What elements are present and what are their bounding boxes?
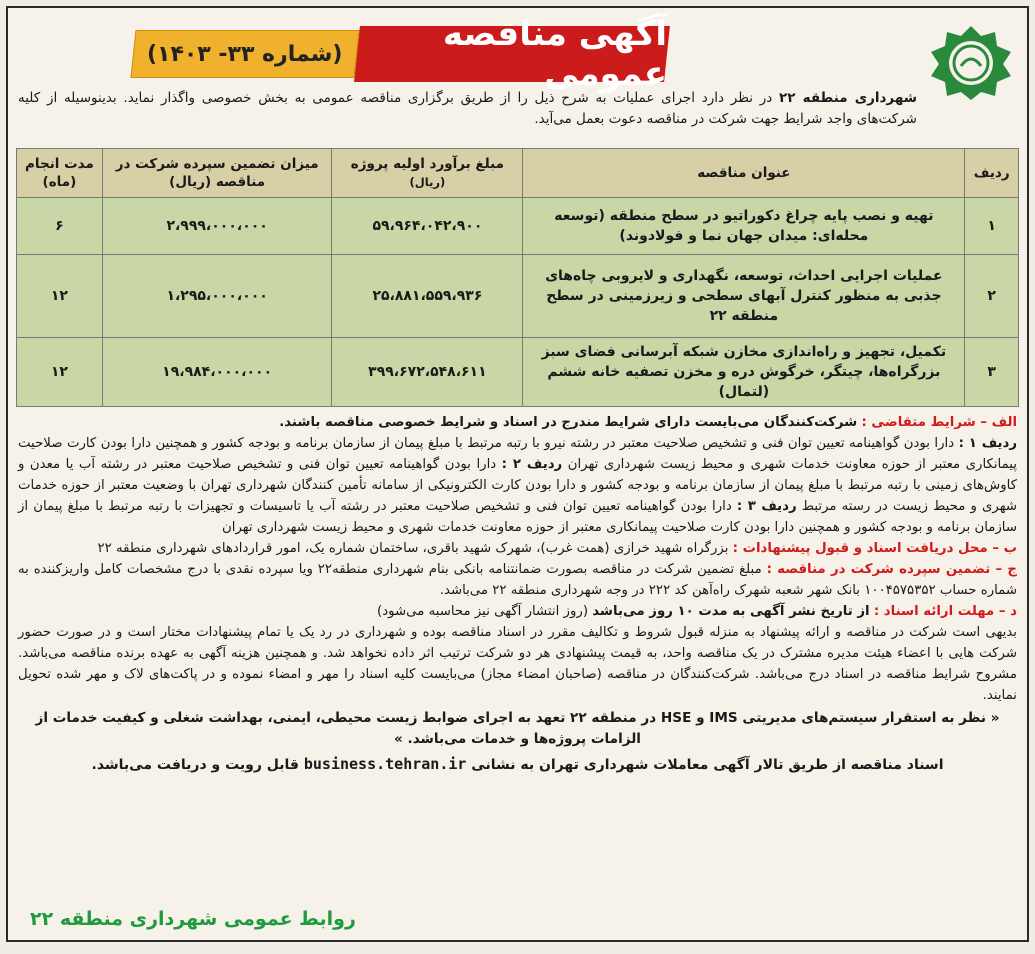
final-pre: اسناد مناقصه از طریق تالار آگهی معاملات شهرداری تهران به نشانی <box>471 757 944 773</box>
row-estimate: ۵۹،۹۶۴،۰۴۲،۹۰۰ <box>332 198 523 255</box>
section-be-heading: ب – محل دریافت اسناد و قبول پیشنهادات : <box>732 541 1017 556</box>
documents-availability <box>18 754 1017 776</box>
section-jim <box>18 559 1017 601</box>
section-dal <box>18 601 1017 622</box>
public-relations-signature: روابط عمومی شهرداری منطقه ۲۲ <box>30 908 356 930</box>
header-deposit: میزان تضمین سپرده شرکت در مناقصه (ریال) <box>102 149 332 198</box>
conditions-body <box>18 412 1017 776</box>
header-estimate-unit: (ریال) <box>409 175 446 189</box>
header-row-number: ردیف <box>965 149 1019 198</box>
header-duration: مدت انجام (ماه) <box>17 149 103 198</box>
row3-text: دارا بودن گواهینامه تعیین توان فنی و تشخیص صلاحیت معتبر در رشته آب یا تاسیسات و تجهیزات با رتبه مرتبط با مبلغ پیمان از سازمان برنامه و بودجه کشور و همچنین دارا بودن کارت صلاحیت پیمانکاری معتبر از حوزه معاونت خدمات شهری و محیط زیست شهرداری تهران <box>18 499 1017 535</box>
header-title: عنوان مناقصه <box>523 149 965 198</box>
ad-title: آگهی مناقصه عمومی <box>354 26 670 82</box>
section-jim-heading: ج – تضمین سپرده شرکت در مناقصه : <box>766 562 1018 577</box>
section-alef <box>18 412 1017 433</box>
section-be <box>18 538 1017 559</box>
table-row <box>17 255 1019 338</box>
section-be-text: بزرگراه شهید خرازی (همت غرب)، شهرک شهید باقری، ساختمان شماره یک، امور قراردادهای شهرداری منطقه ۲۲ <box>97 541 729 556</box>
section-dal-heading: د – مهلت ارائه اسناد : <box>873 604 1017 619</box>
row-number: ۱ <box>965 198 1019 255</box>
row-duration: ۱۲ <box>17 255 103 338</box>
general-terms: بدیهی است شرکت در مناقصه و ارائه پیشنهاد به منزله قبول شروط و تکالیف مقرر در اسناد مناقصه بوده و شهرداری در رد یک یا تمام پیشنهادات مختار است و در صورت حضور شرکت هایی با اعضاء هیئت مدیره مشترک در یک مناقصه واحد، به قیمت پیشنهادی هر دو شرکت ترتیب اثر داده نخواهد شد. و همچنین هزینه آگهی به عهده برنده مناقصه می‌باشد. مشروح شرایط مناقصه در اسناد درج می‌باشد. شرکت‌کنندگان در مناقصه (صاحبان امضاء مجاز) می‌بایست کلیه اسناد را مهر و امضاء نموده و در پاکت‌های لاک و مهر شده تحویل نمایند. <box>18 625 1017 703</box>
intro-rest: در نظر دارد اجرای عملیات به شرح ذیل را از طریق برگزاری مناقصه عمومی به بخش خصوصی واگذار نماید. بدینوسیله از کلیه شرکت‌های واجد شرایط جهت شرکت در مناقصه دعوت بعمل می‌آید. <box>18 90 917 127</box>
table-header-row <box>17 149 1019 198</box>
row3-heading: ردیف ۳ : <box>736 499 797 514</box>
section-rows <box>18 433 1017 538</box>
row-title: تکمیل، تجهیز و راه‌اندازی مخازن شبکه آبرسانی فضای سبز بزرگراه‌ها، چیتگر، خرگوش دره و مخزن تصفیه خانه ششم (لتمال) <box>523 338 965 407</box>
section-dal-text: از تاریخ نشر آگهی به مدت ۱۰ روز می‌باشد <box>592 604 870 619</box>
municipality-logo-icon <box>925 22 1017 102</box>
section-alef-text: شرکت‌کنندگان می‌بایست دارای شرایط مندرج در اسناد و شرایط خصوصی مناقصه باشند. <box>279 415 858 430</box>
row-title: تهیه و نصب پایه چراغ دکوراتیو در سطح منطقه (توسعه محله‌ای: میدان جهان نما و فولادوند) <box>523 198 965 255</box>
row2-heading: ردیف ۲ : <box>501 457 563 472</box>
business-site-link[interactable]: business.tehran.ir <box>303 755 467 773</box>
advertisement-page <box>6 6 1029 942</box>
section-dal-note: (روز انتشار آگهی نیز محاسبه می‌شود) <box>377 604 589 619</box>
row-deposit: ۱۹،۹۸۴،۰۰۰،۰۰۰ <box>102 338 332 407</box>
final-post: قابل رویت و دریافت می‌باشد. <box>91 757 299 773</box>
table-row <box>17 338 1019 407</box>
row-number: ۲ <box>965 255 1019 338</box>
table-row <box>17 198 1019 255</box>
row-estimate: ۳۹۹،۶۷۲،۵۴۸،۶۱۱ <box>332 338 523 407</box>
row1-text: دارا بودن گواهینامه تعیین توان فنی و تشخیص صلاحیت معتبر در رشته نیرو با رتبه مرتبط با مبلغ پیمان از سازمان برنامه و بودجه کشور و همچنین دارا بودن کارت صلاحیت پیمانکاری معتبر از حوزه معاونت خدمات شهری و محیط زیست شهرداری تهران <box>18 436 1018 472</box>
row-deposit: ۲،۹۹۹،۰۰۰،۰۰۰ <box>102 198 332 255</box>
row-duration: ۱۲ <box>17 338 103 407</box>
intro-text <box>18 88 917 130</box>
header <box>8 8 1027 127</box>
row-estimate: ۲۵،۸۸۱،۵۵۹،۹۳۶ <box>332 255 523 338</box>
tender-table <box>16 148 1019 407</box>
row-title: عملیات اجرایی احداث، توسعه، نگهداری و لایروبی چاه‌های جذبی به منظور کنترل آبهای سطحی و زیرزمینی در سطح منطقه ۲۲ <box>523 255 965 338</box>
issuer-name: شهرداری منطقه ۲۲ <box>779 90 918 106</box>
ad-number: (شماره ۳۳- ۱۴۰۳) <box>130 30 359 78</box>
row1-heading: ردیف ۱ : <box>958 436 1017 451</box>
header-estimate <box>332 149 523 198</box>
row-deposit: ۱،۲۹۵،۰۰۰،۰۰۰ <box>102 255 332 338</box>
ims-hse-note: « نظر به استقرار سیستم‌های مدیریتی IMS و HSE در منطقه ۲۲ تعهد به اجرای ضوابط زیست محیطی، ایمنی، بهداشت شغلی و کیفیت خدمات از الزامات پروژه‌ها و خدمات می‌باشد. » <box>35 710 1000 747</box>
section-alef-heading: الف – شرایط متقاضی : <box>861 415 1017 430</box>
row-duration: ۶ <box>17 198 103 255</box>
row2-text: دارا بودن گواهینامه تعیین توان فنی و تشخیص صلاحیت معتبر در رشته آب یا معدن و کاوش‌های زمینی با رتبه مرتبط با مبلغ پیمان از سازمان برنامه و بودجه کشور و دارا بودن کارت الکترونیکی از سامانه تأمین کنندگان شهرداری تهران با وضعیت معتبر از حوزه خدمات شهری و محیط زیست در رسته مرتبط <box>18 457 1017 514</box>
row-number: ۳ <box>965 338 1019 407</box>
header-estimate-label: مبلغ برآورد اولیه پروژه <box>350 156 505 172</box>
section-jim-text: مبلغ تضمین شرکت در مناقصه بصورت ضمانتنامه بانکی بنام شهرداری منطقه۲۲ ویا سپرده نقدی با درج مشخصات کامل واریزکننده به شماره حساب ۱۰۰۴۵۷۵۳۵۲ بانک شهر شعبه شهرک راه‌آهن کد ۲۲۲ در وجه شهرداری منطقه ۲۲ می‌باشد. <box>18 562 1017 598</box>
